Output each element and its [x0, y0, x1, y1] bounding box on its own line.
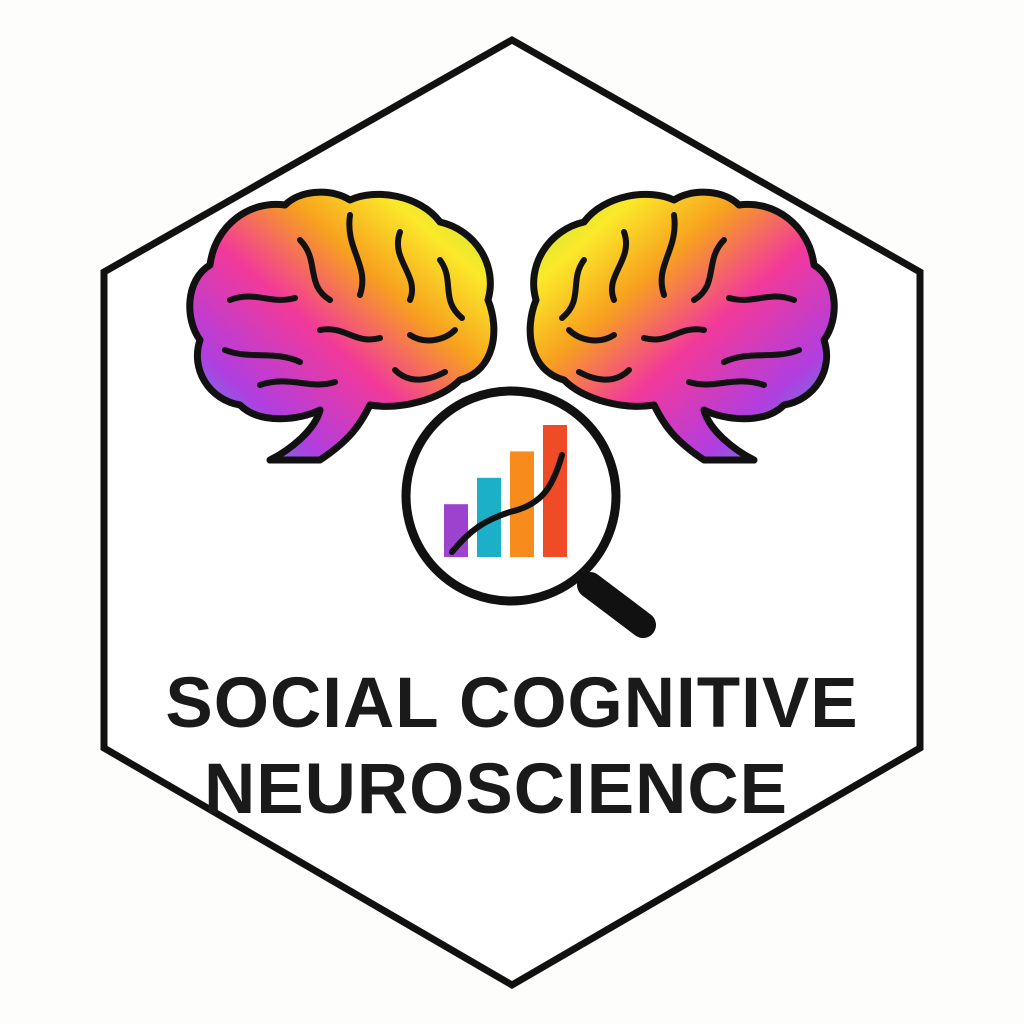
title-line-2: NEUROSCIENCE: [203, 750, 789, 829]
title-line-1: SOCIAL COGNITIVE: [165, 664, 859, 743]
